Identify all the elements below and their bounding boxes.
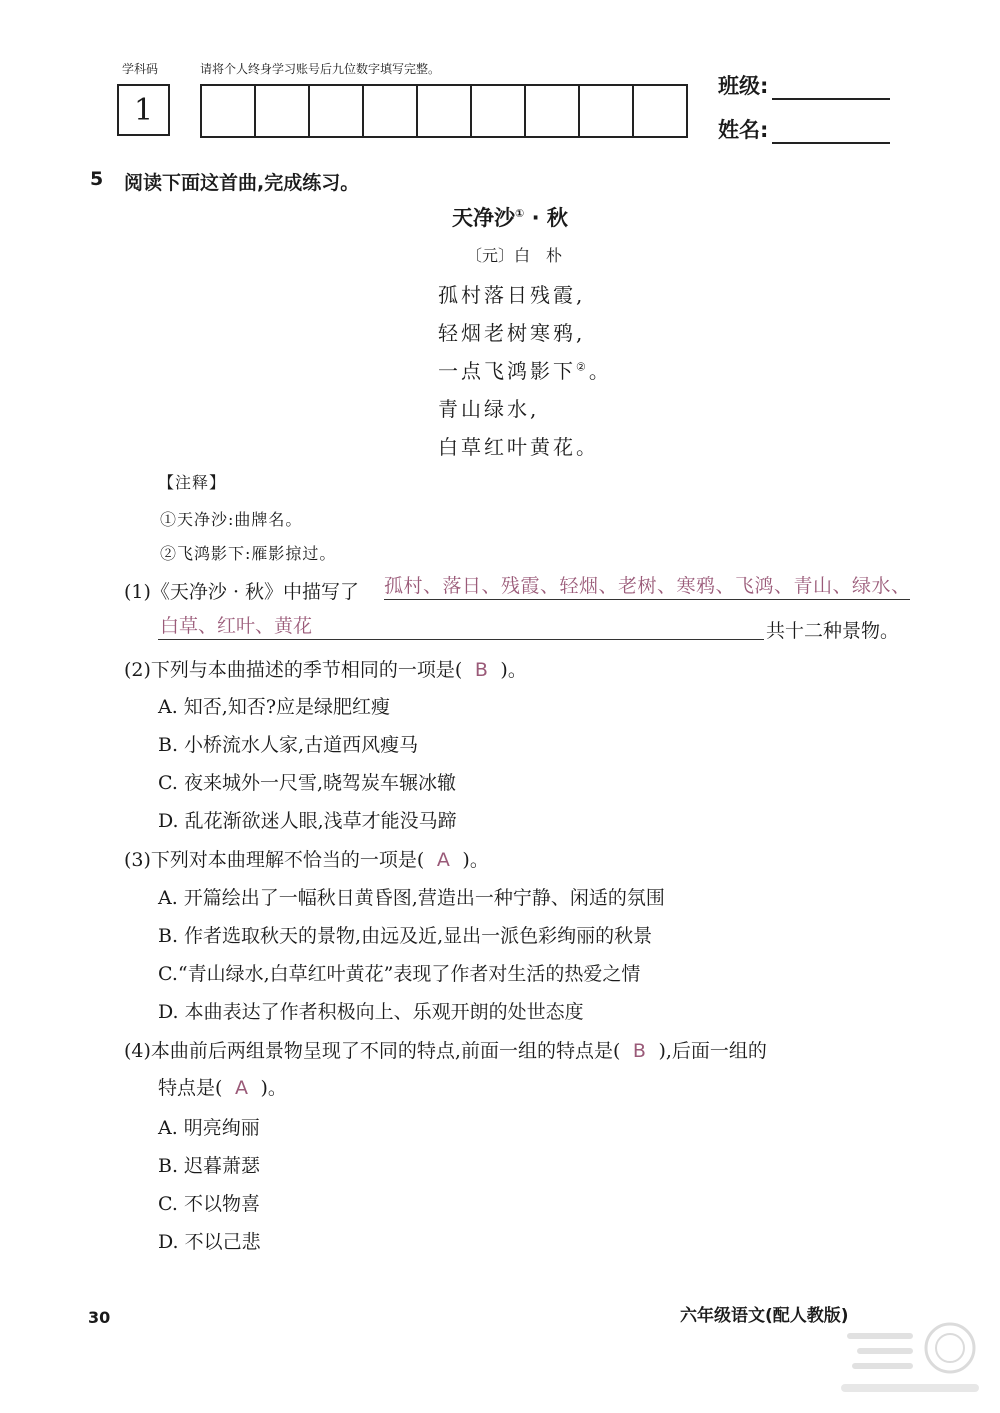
q3-option: C.“青山绿水,白草红叶黄花”表现了作者对生活的热爱之情 [158, 963, 641, 985]
q1-answer-line2[interactable]: 白草、红叶、黄花 [158, 613, 764, 640]
q3-stem-after: )。 [462, 849, 489, 871]
q2-answer[interactable]: B [474, 659, 488, 681]
q4-option: D. 不以己悲 [158, 1231, 261, 1253]
q2-option: D. 乱花渐欲迷人眼,浅草才能没马蹄 [158, 810, 457, 832]
poem-line-text: 一点飞鸿影下 [438, 359, 576, 383]
poem-line: 青山绿水, [438, 397, 540, 421]
name-label: 姓名: [718, 118, 769, 142]
q4-stem-line2-before: 特点是( [158, 1077, 223, 1099]
name-field[interactable] [718, 114, 890, 144]
name-input-line[interactable] [772, 120, 890, 144]
class-field[interactable] [718, 70, 890, 100]
poem-line [438, 355, 612, 384]
class-label: 班级: [718, 74, 769, 98]
q3-stem-before: (3)下列对本曲理解不恰当的一项是( [124, 849, 425, 871]
digit-box[interactable] [472, 86, 526, 136]
poem-title-text: 天净沙 [452, 206, 515, 230]
class-input-line[interactable] [772, 76, 890, 100]
subject-code-label: 学科码 [122, 62, 159, 76]
q2-stem [124, 655, 527, 682]
q4-stem-before: (4)本曲前后两组景物呈现了不同的特点,前面一组的特点是( [124, 1040, 621, 1062]
q4-stem [124, 1036, 767, 1063]
q1-answer-line1[interactable]: 孤村、落日、残霞、轻烟、老树、寒鸦、飞鸿、青山、绿水、 [384, 573, 910, 600]
account-instruction: 请将个人终身学习账号后九位数字填写完整。 [200, 62, 441, 76]
q4-answer2[interactable]: A [234, 1077, 248, 1099]
digit-box[interactable] [310, 86, 364, 136]
account-digit-boxes[interactable] [200, 84, 688, 138]
q3-stem [124, 845, 489, 872]
q2-option: A. 知否,知否?应是绿肥红瘦 [158, 696, 391, 718]
poem-title-suffix: · 秋 [524, 206, 568, 230]
digit-box[interactable] [202, 86, 256, 136]
digit-box[interactable] [418, 86, 472, 136]
q4-stem-line2 [158, 1073, 287, 1100]
digit-box[interactable] [256, 86, 310, 136]
note-item: ①天净沙:曲牌名。 [160, 510, 303, 529]
watermark-logo-icon [830, 1296, 990, 1406]
digit-box[interactable] [634, 86, 686, 136]
poem-line: 轻烟老树寒鸦, [438, 321, 586, 345]
note-item: ②飞鸿影下:雁影掠过。 [160, 544, 337, 563]
q1-suffix: 共十二种景物。 [766, 620, 900, 642]
q3-option: B. 作者选取秋天的景物,由远及近,显出一派色彩绚丽的秋景 [158, 925, 653, 947]
q2-option: C. 夜来城外一尺雪,晓驾炭车辗冰辙 [158, 772, 456, 794]
digit-box[interactable] [364, 86, 418, 136]
poem-title [452, 202, 568, 232]
digit-box[interactable] [526, 86, 580, 136]
notes-heading: 【注释】 [158, 473, 227, 492]
q2-stem-before: (2)下列与本曲描述的季节相同的一项是( [124, 659, 463, 681]
q1-prefix: (1)《天净沙 · 秋》中描写了 [124, 581, 360, 603]
book-title: 六年级语文(配人教版) [680, 1306, 849, 1326]
poem-title-note-mark: ① [515, 207, 525, 220]
q3-option: D. 本曲表达了作者积极向上、乐观开朗的处世态度 [158, 1001, 584, 1023]
q4-option: A. 明亮绚丽 [158, 1117, 260, 1139]
digit-box[interactable] [580, 86, 634, 136]
q4-option: C. 不以物喜 [158, 1193, 260, 1215]
poem-line-note-mark: ② [576, 360, 589, 374]
q4-option: B. 迟暮萧瑟 [158, 1155, 261, 1177]
poem-line-end: 。 [588, 359, 612, 383]
poem-line: 孤村落日残霞, [438, 283, 586, 307]
question-number: 5 [90, 168, 104, 190]
page-number: 30 [88, 1308, 111, 1327]
q4-answer1[interactable]: B [632, 1040, 646, 1062]
poem-line: 白草红叶黄花。 [438, 435, 599, 459]
q2-stem-after: )。 [500, 659, 527, 681]
poem-author: 〔元〕白 朴 [466, 246, 563, 265]
q2-option: B. 小桥流水人家,古道西风瘦马 [158, 734, 419, 756]
q4-stem-mid: ),后面一组的 [658, 1040, 767, 1062]
question-title: 阅读下面这首曲,完成练习。 [124, 172, 360, 194]
q4-stem-after: )。 [260, 1077, 287, 1099]
q3-answer[interactable]: A [436, 849, 450, 871]
q3-option: A. 开篇绘出了一幅秋日黄昏图,营造出一种宁静、闲适的氛围 [158, 887, 665, 909]
subject-code-box: 1 [117, 84, 170, 136]
